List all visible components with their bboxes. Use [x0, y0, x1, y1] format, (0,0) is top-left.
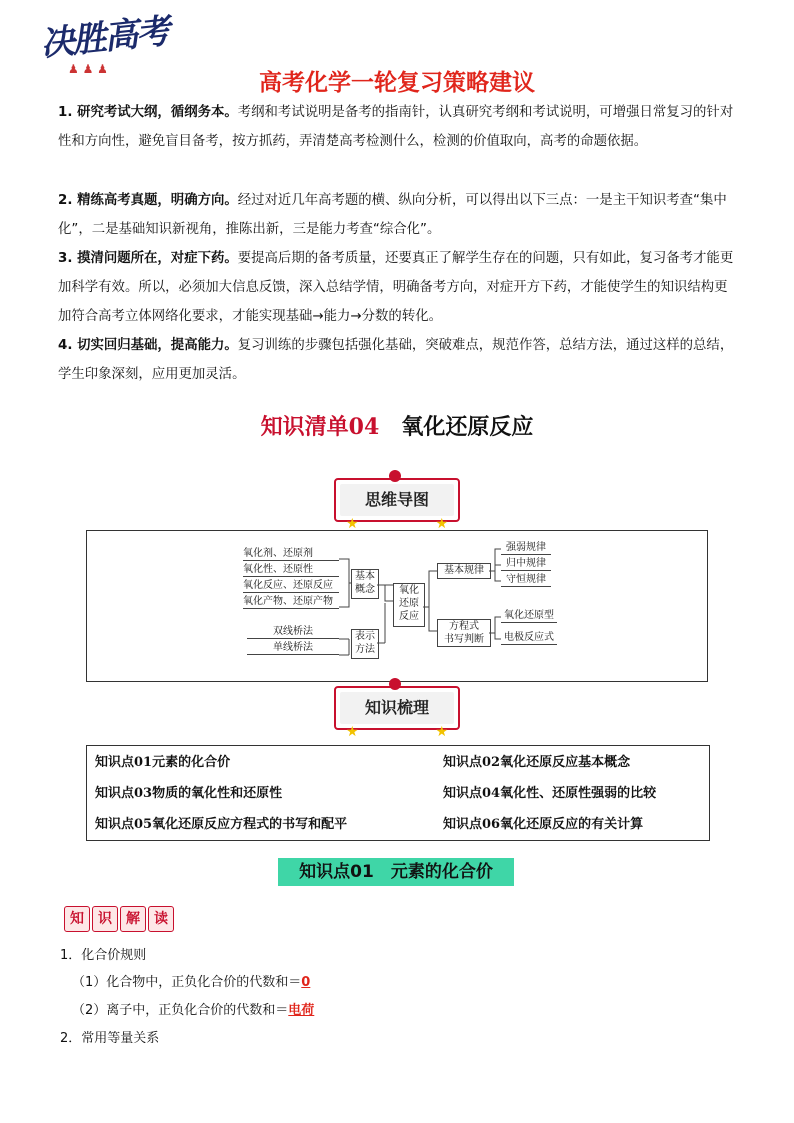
banner-dot-icon — [389, 678, 401, 690]
rule-line-1: （1）化合物中，正负化合价的代数和＝0 — [72, 975, 311, 990]
mindmap-bridge-item: 单线桥法 — [247, 641, 339, 655]
knowledge-points-box — [86, 745, 710, 841]
rule-line-2: （2）离子中，正负化合价的代数和＝电荷 — [72, 1003, 315, 1018]
mindmap-left-item: 氧化性、还原性 — [243, 563, 339, 577]
mindmap-left-item: 氧化反应、还原反应 — [243, 579, 339, 593]
mindmap-rule-item: 强弱规律 — [501, 541, 551, 555]
section-name: 氧化还原反应 — [401, 414, 534, 440]
mindmap-left-item: 氧化剂、还原剂 — [243, 547, 339, 561]
mindmap-box — [86, 530, 708, 682]
mindmap-rule-item: 守恒规律 — [501, 573, 551, 587]
banner-dot-icon — [389, 470, 401, 482]
tag-char: 识 — [92, 906, 118, 932]
kp01-heading: 知识点01 元素的化合价 — [278, 858, 514, 886]
advice-paragraph-3 — [58, 244, 738, 331]
star-icon: ★ — [346, 724, 359, 740]
section-prefix: 知识清单04 — [260, 414, 380, 440]
main-title: 高考化学一轮复习策略建议 — [259, 70, 535, 96]
knowledge-interpretation-tag — [64, 906, 174, 930]
knowledge-point-link[interactable]: 知识点03物质的氧化性和还原性 — [95, 786, 283, 801]
advice-1-bold: 1. 研究考试大纲，循纲务本。 — [58, 105, 238, 120]
answer-1: 0 — [301, 975, 311, 990]
equivalence-heading: 2．常用等量关系 — [60, 1031, 160, 1046]
advice-3-bold: 3. 摸清问题所在，对症下药。 — [58, 251, 238, 266]
advice-4-text: 复习训练的步骤包括强化基础，突破难点，规范作答，总结方法，通过这样的总结，学生印象深刻，应用更加灵活。 — [58, 338, 734, 382]
advice-2-bold: 2. 精练高考真题，明确方向。 — [58, 193, 238, 208]
knowledge-point-link[interactable]: 知识点02氧化还原反应基本概念 — [443, 755, 631, 770]
advice-4-bold: 4. 切实回归基础，提高能力。 — [58, 338, 238, 353]
review-banner — [334, 686, 460, 740]
mindmap-equation-node: 方程式 书写判断 — [437, 619, 491, 647]
tag-char: 读 — [148, 906, 174, 932]
tag-char: 知 — [64, 906, 90, 932]
knowledge-point-link[interactable]: 知识点05氧化还原反应方程式的书写和配平 — [95, 817, 348, 832]
tag-char: 解 — [120, 906, 146, 932]
mindmap-bridge-item: 双线桥法 — [247, 625, 339, 639]
knowledge-point-link[interactable]: 知识点06氧化还原反应的有关计算 — [443, 817, 644, 832]
mindmap-rule-item: 归中规律 — [501, 557, 551, 571]
advice-2-text: 经过对近几年高考题的横、纵向分析，可以得出以下三点：一是主干知识考查“集中化”，二是基础知识新视角，推陈出新，三是能力考查“综合化”。 — [58, 193, 727, 237]
advice-paragraph-1 — [58, 98, 738, 156]
mindmap-rules-node: 基本规律 — [437, 563, 491, 579]
mindmap-method-node: 表示 方法 — [351, 629, 379, 659]
advice-3-text: 要提高后期的备考质量，还要真正了解学生存在的问题，只有如此，复习备考才能更加科学有效。所以，必须加大信息反馈，深入总结学情，明确备考方向，对症开方下药，才能使学生的知识结构更加符合高考立体网络化要求，才能实现基础→能力→分数的转化。 — [58, 251, 734, 324]
rule-heading: 1．化合价规则 — [60, 948, 147, 963]
advice-paragraph-2 — [58, 186, 738, 244]
star-icon: ★ — [435, 724, 448, 740]
advice-paragraph-4 — [58, 331, 738, 389]
review-banner-label: 知识梳理 — [340, 692, 454, 724]
mindmap-banner-label: 思维导图 — [340, 484, 454, 516]
answer-2: 电荷 — [288, 1003, 315, 1018]
mindmap-eq-item: 电极反应式 — [501, 631, 557, 645]
mindmap-concept-node: 基本 概念 — [351, 569, 379, 599]
advice-1-text: 考纲和考试说明是备考的指南针，认真研究考纲和考试说明，可增强日常复习的针对性和方向性，避免盲目备考，按方抓药，弄清楚高考检测什么，检测的价值取向，高考的命题依据。 — [58, 105, 734, 149]
mindmap-eq-item: 氧化还原型 — [501, 609, 557, 623]
star-icon: ★ — [346, 516, 359, 532]
section-title — [0, 410, 794, 441]
logo-text: 决胜高考 — [38, 11, 171, 65]
star-icon: ★ — [435, 516, 448, 532]
logo-figures-icon: ♟ ♟ ♟ — [68, 62, 108, 76]
mindmap-banner — [334, 478, 460, 532]
mindmap-center-node: 氧化 还原 反应 — [393, 583, 425, 627]
mindmap-left-item: 氧化产物、还原产物 — [243, 595, 339, 609]
knowledge-point-link[interactable]: 知识点01元素的化合价 — [95, 755, 231, 770]
knowledge-point-link[interactable]: 知识点04氧化性、还原性强弱的比较 — [443, 786, 657, 801]
